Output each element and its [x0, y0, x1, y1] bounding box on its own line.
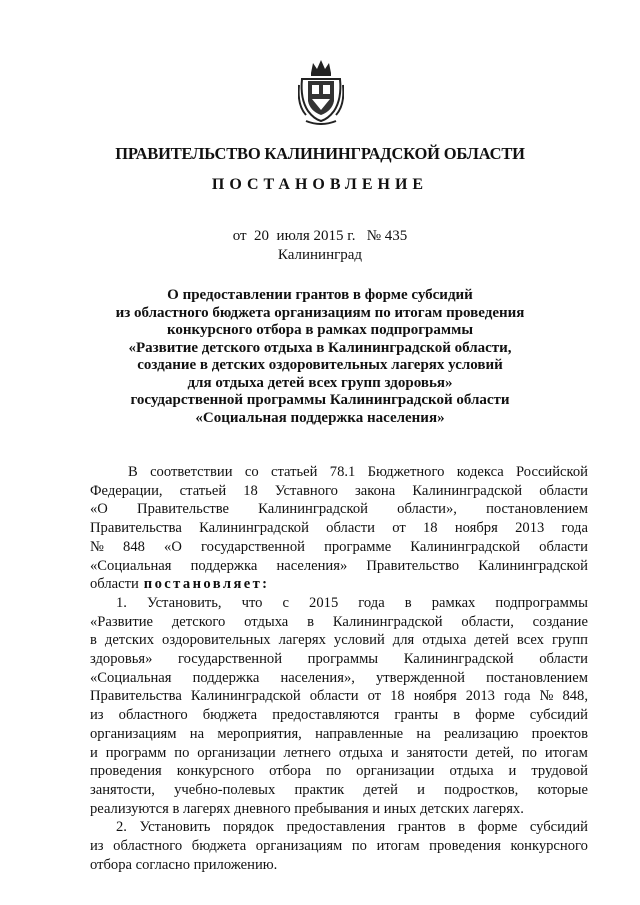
word: организации [356, 763, 435, 780]
body-line [90, 631, 588, 650]
word: ноября [454, 520, 498, 537]
word: Установить, [147, 594, 222, 611]
word: конкурсного [176, 763, 255, 780]
body-line [90, 519, 588, 538]
resolves-keyword: постановляет: [143, 576, 270, 593]
word: субсидий [529, 707, 588, 724]
word: субсидий [529, 819, 588, 836]
word: порядок [222, 819, 274, 836]
organization-heading: ПРАВИТЕЛЬСТВО КАЛИНИНГРАДСКОЙ ОБЛАСТИ [115, 144, 525, 163]
word: 2015 [309, 594, 339, 611]
word: и [508, 763, 517, 780]
word: грантов [397, 819, 446, 836]
word: проведения [90, 763, 162, 780]
word: итогам [376, 838, 420, 855]
word: которые [537, 781, 588, 798]
word: Калининградской [412, 482, 523, 499]
word: детей [474, 632, 509, 649]
word: области [309, 688, 359, 705]
title-line: О предоставлении грантов в форме субсидий [167, 287, 473, 303]
word: 2013 [515, 520, 545, 537]
word: ноября [413, 688, 457, 705]
word: от [392, 520, 406, 537]
title-line: государственной программы Калининградской области [130, 392, 510, 408]
word: отдыха [449, 763, 494, 780]
word: отдыха [422, 632, 467, 649]
document-title [0, 287, 640, 427]
word: Федерации, [90, 482, 163, 499]
word: постановлением [486, 501, 588, 518]
word: программе [324, 538, 392, 555]
word: по [521, 744, 537, 761]
word: области [539, 538, 588, 555]
word: «Развитие [90, 613, 154, 630]
body-line [90, 669, 588, 688]
word: Калининградской [258, 501, 368, 518]
word: 1. [116, 594, 127, 611]
word: года [504, 688, 531, 705]
word: на [189, 725, 205, 742]
word: 848 [123, 538, 145, 555]
body-line [90, 856, 588, 875]
paragraph-end: отбора согласно приложению. [90, 856, 278, 873]
word: организации [197, 744, 276, 761]
word: летнего [283, 744, 331, 761]
word: реализацию [443, 725, 519, 742]
word: по [351, 838, 367, 855]
coat-of-arms-emblem [298, 55, 344, 125]
word: трудовой [531, 763, 588, 780]
word: отдыха [244, 613, 289, 630]
word: Бюджетного [367, 464, 445, 480]
word: Калининградской [190, 688, 301, 705]
city: Калининград [277, 247, 363, 263]
word: 78.1 [329, 464, 356, 480]
word: детей, [475, 744, 514, 761]
word: предоставления [286, 819, 386, 836]
word: со [244, 464, 259, 480]
word: рамках [431, 594, 476, 611]
word: организациям [90, 725, 177, 742]
word: В [128, 464, 138, 480]
word: области [539, 651, 588, 668]
word: Установить [139, 819, 211, 836]
word: учебно-полевых [174, 781, 276, 798]
word: кодекса [456, 464, 504, 480]
word: Уставного [274, 482, 338, 499]
word: детского [171, 613, 226, 630]
word: практик [294, 781, 345, 798]
word: «Социальная [90, 669, 172, 686]
title-line: конкурсного отбора в рамках подпрограммы [166, 322, 474, 338]
word: отбора [269, 763, 312, 780]
word: 18 [422, 520, 438, 537]
body-line [90, 575, 588, 594]
word: подростков, [444, 781, 519, 798]
word: 18 [390, 688, 405, 705]
word: в [307, 613, 314, 630]
body-line [90, 818, 588, 837]
word: № [539, 688, 554, 705]
word: в [404, 594, 412, 611]
word: Правительство [366, 557, 460, 574]
body-line [90, 744, 588, 763]
word: бюджета [202, 707, 258, 724]
word: 18 [243, 482, 258, 499]
word: организациям [255, 838, 343, 855]
word: итогам [544, 744, 588, 761]
word: поддержка [190, 557, 258, 574]
word: года [561, 520, 588, 537]
word: Калининградской [410, 538, 521, 555]
word: детских [104, 632, 155, 649]
word: закона [355, 482, 396, 499]
word: «О [90, 501, 108, 518]
word: 848, [562, 688, 588, 705]
date-number-line: от 20 июля 2015 г. № 435 [232, 228, 408, 244]
word: что [241, 594, 263, 611]
body-line [90, 463, 588, 482]
word: Российской [516, 464, 588, 480]
word: Правительства [90, 520, 182, 537]
body-line [90, 650, 588, 669]
word: и [417, 781, 425, 798]
word: области [326, 520, 375, 537]
word: области, [461, 613, 514, 630]
paragraph-end: реализуются в лагерях дневного пребывания и иных детских лагерях. [90, 800, 524, 817]
word: гранты [394, 707, 439, 724]
body-line [90, 687, 588, 706]
title-line: создание в детских оздоровительных лагерях условий [137, 357, 503, 373]
word: населения» [276, 557, 348, 574]
word: создание [532, 613, 588, 630]
word: бюджета [191, 838, 247, 855]
word: области [539, 482, 588, 499]
word: от [367, 688, 382, 705]
word: и [90, 744, 98, 761]
word: занятости, [90, 781, 155, 798]
body-line [90, 613, 588, 632]
word: Калининградской [199, 520, 309, 537]
word: групп [551, 632, 588, 649]
title-line: для отдыха детей всех групп здоровья» [187, 374, 453, 391]
body-line [90, 482, 588, 501]
word: Правительстве [137, 501, 229, 518]
body-line [90, 538, 588, 557]
word: областного [113, 838, 183, 855]
title-line: «Развитие детского отдыха в Калининградской области, [128, 339, 512, 356]
word: «Социальная [90, 557, 172, 574]
body-line [90, 500, 588, 519]
word: из [90, 707, 104, 724]
word: подпрограммы [495, 594, 588, 611]
word: «О [164, 538, 182, 555]
word: постановлением [486, 669, 588, 686]
word: в [90, 632, 97, 649]
word: области», [397, 501, 457, 518]
word: в [458, 819, 466, 836]
word: Правительства [90, 688, 182, 705]
document-body [90, 463, 588, 874]
body-line [90, 557, 588, 576]
word: мероприятия, [217, 725, 302, 742]
body-line [90, 781, 588, 800]
word: государственной [200, 538, 305, 555]
word: областного [118, 707, 188, 724]
word: с [282, 594, 289, 611]
word: форме [475, 707, 515, 724]
document-type: ПОСТАНОВЛЕНИЕ [211, 176, 429, 193]
word: конкурсного [510, 838, 588, 855]
word: Калининградской [478, 557, 588, 574]
word: 2013 [465, 688, 495, 705]
word: и [390, 744, 399, 761]
word: Калининградской [332, 613, 443, 630]
word: статьей [179, 482, 227, 499]
word: по [326, 763, 342, 780]
word: № [90, 538, 104, 555]
word: из [90, 838, 104, 855]
body-line [90, 837, 588, 856]
word: на [416, 725, 431, 742]
word: проведения [429, 838, 501, 855]
word: здоровья» [90, 651, 153, 668]
title-line: из областного бюджета организациям по итогам проведения [115, 304, 525, 321]
word: поддержка [192, 669, 260, 686]
word: всех [516, 632, 544, 649]
word: по [174, 744, 190, 761]
body-line [90, 800, 588, 819]
word: для [392, 632, 415, 649]
word: направленные [315, 725, 404, 742]
word: Калининградской [403, 651, 514, 668]
word: населения», [280, 669, 355, 686]
word: 2. [116, 819, 127, 836]
word: детей [363, 781, 398, 798]
body-line [90, 725, 588, 744]
word: форме [477, 819, 518, 836]
word: предоставляются [272, 707, 380, 724]
word: проектов [531, 725, 588, 742]
word: условий [333, 632, 385, 649]
body-line [90, 594, 588, 613]
word: года [358, 594, 385, 611]
word: программ [105, 744, 167, 761]
word: статьей [270, 464, 318, 480]
body-line [90, 706, 588, 725]
word: лагерях [278, 632, 326, 649]
word: соответствии [150, 464, 233, 480]
word: в [453, 707, 461, 724]
paragraph-end: области [90, 576, 139, 593]
title-line: «Социальная поддержка населения» [195, 409, 445, 426]
word: отдыха [338, 744, 383, 761]
word: программы [307, 651, 379, 668]
body-line [90, 762, 588, 781]
word: государственной [178, 651, 283, 668]
word: утвержденной [376, 669, 465, 686]
word: оздоровительных [162, 632, 271, 649]
word: занятости [406, 744, 468, 761]
